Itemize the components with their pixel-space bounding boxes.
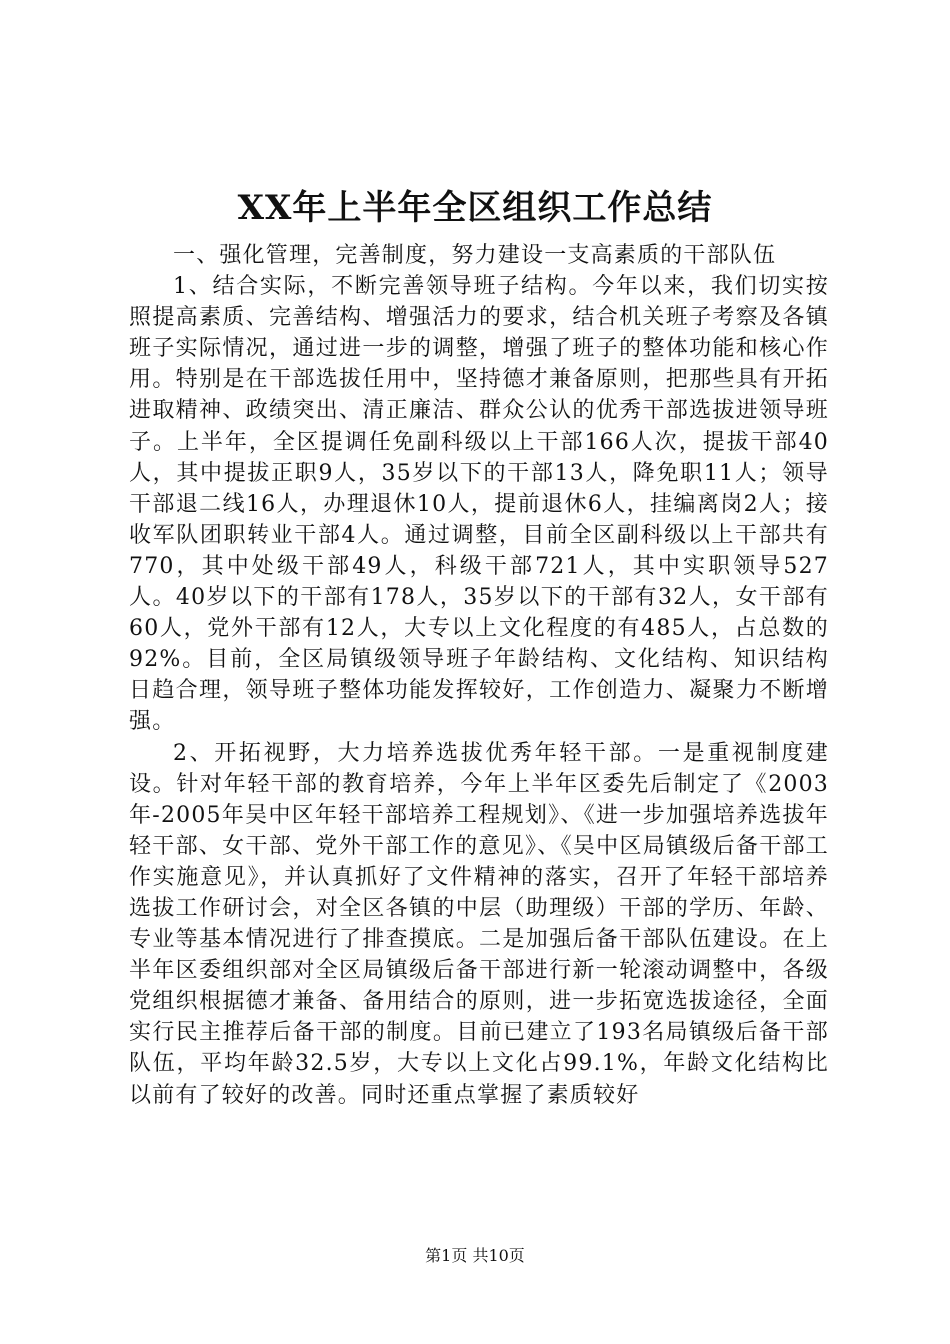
page-number: 第1页 共10页: [425, 1246, 525, 1265]
paragraph: 1、结合实际，不断完善领导班子结构。今年以来，我们切实按照提高素质、完善结构、增强活力的要求，结合机关班子考察及各镇班子实际情况，通过进一步的调整，增强了班子的整体功能和核心作用。特别是在干部选拔任用中，坚持德才兼备原则，把那些具有开拓进取精神、政绩突出、清正廉洁、群众公认的优秀干部选拔进领导班子。上半年，全区提调任免副科级以上干部166人次，提拔干部40人，其中提拔正职9人，35岁以下的干部13人，降免职11人；领导干部退二线16人，办理退休10人，提前退休6人，挂编离岗2人；接收军队团职转业干部4人。通过调整，目前全区副科级以上干部共有770，其中处级干部49人，科级干部721人，其中实职领导527人。40岁以下的干部有178人，35岁以下的干部有32人，女干部有60人，党外干部有12人，大专以上文化程度的有485人，占总数的92%。目前，全区局镇级领导班子年龄结构、文化结构、知识结构日趋合理，领导班子整体功能发挥较好，工作创造力、凝聚力不断增强。: [129, 274, 829, 735]
document-body: [129, 240, 829, 1111]
section-heading: 一、强化管理，完善制度，努力建设一支高素质的干部队伍: [173, 243, 777, 268]
document-title: XX年上半年全区组织工作总结: [237, 188, 713, 228]
paragraph: 2、开拓视野，大力培养选拔优秀年轻干部。一是重视制度建设。针对年轻干部的教育培养，今年上半年区委先后制定了《2003年-2005年吴中区年轻干部培养工程规划》、《进一步加强培养选拔年轻干部、女干部、党外干部工作的意见》、《吴中区局镇级后备干部工作实施意见》，并认真抓好了文件精神的落实，召开了年轻干部培养选拔工作研讨会，对全区各镇的中层（助理级）干部的学历、年龄、专业等基本情况进行了排查摸底。二是加强后备干部队伍建设。在上半年区委组织部对全区局镇级后备干部进行新一轮滚动调整中，各级党组织根据德才兼备、备用结合的原则，进一步拓宽选拔途径，全面实行民主推荐后备干部的制度。目前已建立了193名局镇级后备干部队伍，平均年龄32.5岁，大专以上文化占99.1%，年龄文化结构比以前有了较好的改善。同时还重点掌握了素质较好: [129, 740, 829, 1108]
